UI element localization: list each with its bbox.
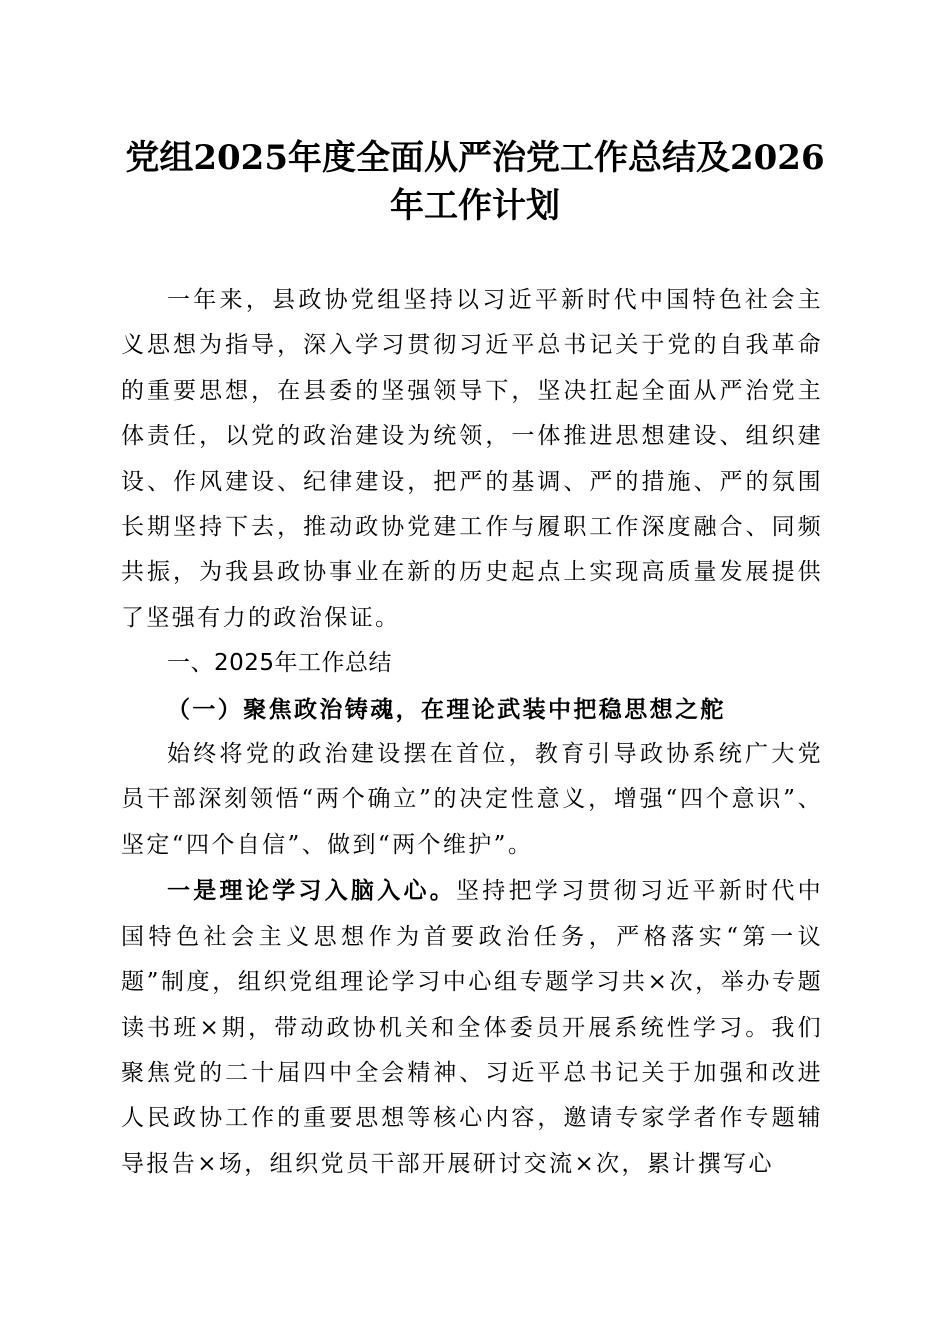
subsection-paragraph: 始终将党的政治建设摆在首位，教育引导政协系统广大党员干部深刻领悟“两个确立”的决定性意义，增强“四个意识”、坚定“四个自信”、做到“两个维护”。 bbox=[121, 741, 823, 858]
subsection-heading: （一）聚焦政治铸魂，在理论武装中把稳思想之舵 bbox=[167, 695, 726, 723]
point-text: 坚持把学习贯彻习近平新时代中国特色社会主义思想作为首要政治任务，严格落实“第一议题”制度，组织党组理论学习中心组专题学习共×次，举办专题读书班×期，带动政协机关和全体委员开展系统性学习。我们聚焦党的二十届四中全会精神、习近平总书记关于加强和改进人民政协工作的重要思想等核心内容，邀请专家学者作专题辅导报告×场，组织党员干部开展研讨交流×次，累计撰写心 bbox=[121, 878, 823, 1177]
document-body bbox=[121, 278, 823, 1187]
point-lead: 一是理论学习入脑入心。 bbox=[167, 877, 457, 905]
document-title: 党组2025年度全面从严治党工作总结及2026年工作计划 bbox=[125, 138, 825, 226]
section-heading: 一、2025年工作总结 bbox=[167, 650, 393, 677]
intro-paragraph: 一年来，县政协党组坚持以习近平新时代中国特色社会主义思想为指导，深入学习贯彻习近平总书记关于党的自我革命的重要思想，在县委的坚强领导下，坚决扛起全面从严治党主体责任，以党的政治建设为统领，一体推进思想建设、组织建设、作风建设、纪律建设，把严的基调、严的措施、严的氛围长期坚持下去，推动政协党建工作与履职工作深度融合、同频共振，为我县政协事业在新的历史起点上实现高质量发展提供了坚强有力的政治保证。 bbox=[121, 287, 823, 631]
point-paragraph bbox=[121, 868, 823, 1187]
